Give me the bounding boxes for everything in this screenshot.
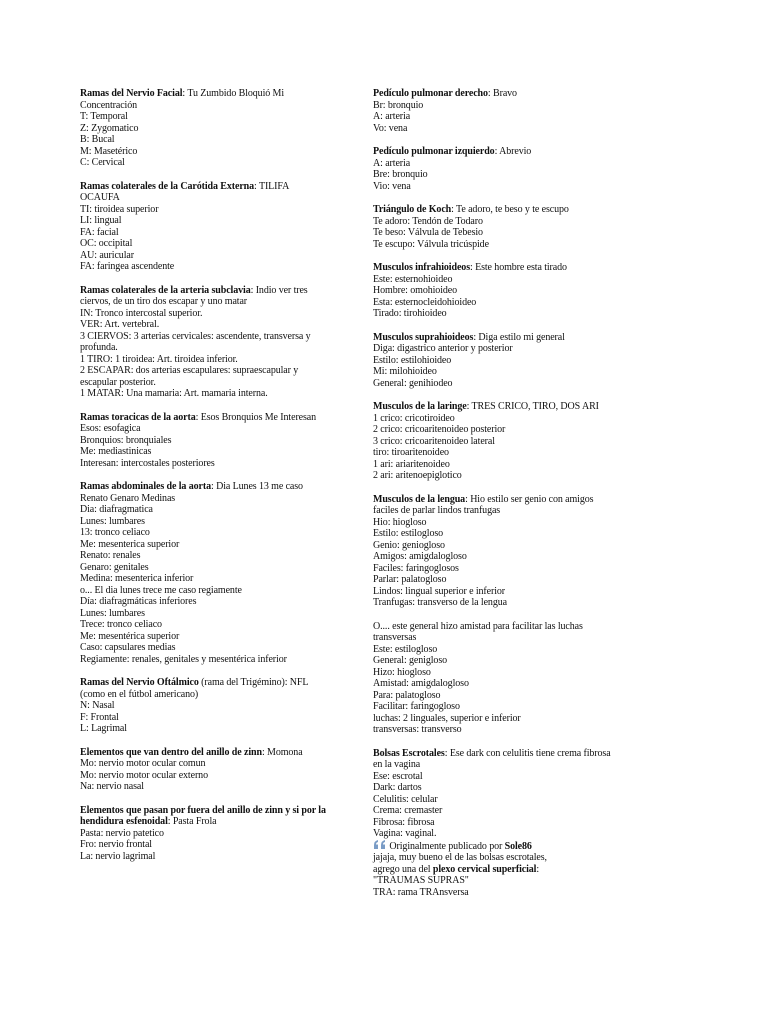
section-heading: Pedículo pulmonar izquierdo: Abrevio <box>373 146 532 157</box>
list-item: 1 ari: ariaritenoideo <box>373 458 450 470</box>
list-item: Lunes: lumbares <box>80 515 145 527</box>
section-facial <box>80 88 328 169</box>
list-item: A: arteria <box>373 111 411 122</box>
list-item: Crema: cremaster <box>373 805 443 816</box>
list-item: Celulitis: celular <box>373 793 438 805</box>
section-title: Musculos de la laringe <box>373 401 467 412</box>
list-item: Te beso: Válvula de Tebesio <box>373 227 483 238</box>
section-title: Ramas colaterales de la Carótida Externa <box>80 180 255 192</box>
list-item: Vo: vena <box>373 122 408 134</box>
section-mnemonic: Tu Zumbido Bloquió Mi Concentración <box>80 88 285 111</box>
list-item: Mi: milohioideo <box>373 366 437 377</box>
list-item: TI: tiroidea superior <box>80 203 159 215</box>
section-lengua-alt <box>373 621 613 736</box>
quote-text: TRA: rama TRAnsversa <box>373 886 469 898</box>
section-mnemonic: Pasta Frola <box>172 816 217 827</box>
section-mnemonic: Esos Bronquios Me Interesan <box>200 411 317 423</box>
list-item: T: Temporal <box>80 111 128 122</box>
section-mnemonic: Dia Lunes 13 me caso Renato Genaro Medinas <box>80 481 303 504</box>
list-item: Medina: mesenterica inferior <box>80 573 194 584</box>
list-item: Dark: dartos <box>373 782 422 793</box>
section-infrahioideos <box>373 262 613 320</box>
list-item: o... El dia lunes trece me caso regiamente <box>80 584 242 596</box>
quote-prefix: Originalmente publicado por <box>389 840 503 852</box>
list-item: Mo: nervio motor ocular externo <box>80 769 208 781</box>
section-title: Ramas del Nervio Oftálmico <box>80 677 199 688</box>
section-title: Bolsas Escrotales <box>373 747 445 759</box>
list-item: 2 crico: cricoaritenoideo posterior <box>373 424 506 435</box>
list-item: 1 MATAR: Una mamaria: Art. mamaria interna. <box>80 388 268 399</box>
list-item: N: Nasal <box>80 700 115 711</box>
list-item: VER: Art. vertebral. <box>80 319 160 330</box>
list-item: 1 TIRO: 1 tiroidea: Art. tiroidea inferior. <box>80 353 238 365</box>
section-laringe <box>373 401 613 482</box>
section-title: Ramas toracicas de la aorta <box>80 411 196 423</box>
list-item: Vagina: vaginal. <box>373 828 437 839</box>
section-mnemonic: Bravo <box>493 88 517 99</box>
section-lengua <box>373 494 613 609</box>
list-item: 2 ESCAPAR: dos arterias escapulares: supraescapular y escapular posterior. <box>80 365 299 388</box>
section-heading: Musculos de la laringe: TRES CRICO, TIRO, DOS ARI <box>373 401 599 412</box>
list-item: La: nervio lagrimal <box>80 850 156 862</box>
section-heading: Pedículo pulmonar derecho: Bravo <box>373 88 517 99</box>
list-item: Parlar: palatogloso <box>373 574 447 585</box>
list-item: Interesan: intercostales posteriores <box>80 457 215 469</box>
section-heading: Ramas abdominales de la aorta: Dia Lunes 13 me caso Renato Genaro Medinas <box>80 481 303 504</box>
section-mnemonic: Indio ver tres ciervos, de un tiro dos escapar y uno matar <box>80 284 308 307</box>
list-item: Esta: esternocleidohioideo <box>373 296 477 308</box>
section-heading: Bolsas Escrotales: Ese dark con celulitis tiene crema fibrosa en la vagina <box>373 747 611 770</box>
list-item: Dia: diafragmatica <box>80 504 153 515</box>
section-heading: Musculos de la lengua: Hio estilo ser genio con amigos faciles de parlar lindos tranfugas <box>373 493 594 516</box>
list-item: Estilo: estilohioideo <box>373 354 452 366</box>
section-title: Musculos de la lengua <box>373 493 466 505</box>
section-pediculo-izquierdo <box>373 146 613 192</box>
quote-text: "TRAUMAS SUPRAS" <box>373 875 469 886</box>
list-item: General: genigloso <box>373 655 448 666</box>
list-item: Me: mediastinicas <box>80 446 152 457</box>
list-item: 2 ari: aritenoepiglotico <box>373 470 462 481</box>
list-item: Esos: esofagica <box>80 423 141 434</box>
list-item: Genio: geniogloso <box>373 539 445 551</box>
section-heading: Musculos suprahioideos: Diga estilo mi general <box>373 331 565 343</box>
section-heading: Ramas toracicas de la aorta: Esos Bronquios Me Interesan <box>80 411 317 423</box>
section-toracicas <box>80 412 328 470</box>
section-mnemonic: Momona <box>267 746 303 758</box>
section-title: Ramas del Nervio Facial <box>80 88 183 99</box>
section-zinn-dentro <box>80 747 328 793</box>
section-escrotales <box>373 748 613 899</box>
section-mnemonic: Abrevio <box>499 146 532 157</box>
section-koch <box>373 204 613 250</box>
section-title: Pedículo pulmonar izquierdo <box>373 146 495 157</box>
section-zinn-fuera <box>80 805 328 863</box>
list-item: Tirado: tirohioideo <box>373 308 447 319</box>
section-heading: Ramas colaterales de la arteria subclavia: Indio ver tres ciervos, de un tiro dos escapar y uno matar <box>80 284 308 307</box>
list-item: Lindos: lingual superior e inferior <box>373 585 506 597</box>
list-item: Este: esternohioideo <box>373 273 453 285</box>
list-item: Na: nervio nasal <box>80 781 144 792</box>
list-item: Tranfugas: transverso de la lengua <box>373 597 507 608</box>
list-item: 1 crico: cricotiroideo <box>373 412 455 424</box>
list-item: FA: faringea ascendente <box>80 261 175 272</box>
quote-author: Sole86 <box>504 840 532 852</box>
list-item: Renato: renales <box>80 550 141 561</box>
list-item: Regiamente: renales, genitales y mesentérica inferior <box>80 653 287 665</box>
list-item: B: Bucal <box>80 134 115 145</box>
list-item: OC: occipital <box>80 238 133 249</box>
section-abdominales <box>80 481 328 665</box>
section-heading: Elementos que pasan por fuera del anillo de zinn y si por la hendidura esfenoidal: Pasta Frola <box>80 804 326 827</box>
section-title: Musculos suprahioideos <box>373 331 474 343</box>
list-item: tiro: tiroaritenoideo <box>373 447 449 458</box>
list-item: Bre: bronquio <box>373 169 428 180</box>
list-item: L: Lagrimal <box>80 723 127 734</box>
list-item: M: Masetérico <box>80 145 138 157</box>
list-item: C: Cervical <box>80 157 125 168</box>
section-heading: Musculos infrahioideos: Este hombre esta tirado <box>373 262 567 273</box>
section-heading: Ramas del Nervio Facial: Tu Zumbido Bloquió Mi Concentración <box>80 88 285 111</box>
list-item: FA: facial <box>80 226 119 238</box>
section-mnemonic: Diga estilo mi general <box>478 331 565 343</box>
list-item: Te escupo: Válvula tricúspide <box>373 238 489 250</box>
list-item: Lunes: lumbares <box>80 607 145 619</box>
list-item: 3 crico: cricoaritenoideo lateral <box>373 435 495 447</box>
section-title: Pedículo pulmonar derecho <box>373 88 488 99</box>
section-pediculo-derecho <box>373 88 613 134</box>
list-item: Estilo: estilogloso <box>373 528 444 539</box>
list-item: Z: Zygomatico <box>80 122 139 134</box>
section-mnemonic: Hio estilo ser genio con amigos faciles de parlar lindos tranfugas <box>373 493 594 516</box>
section-mnemonic: TRES CRICO, TIRO, DOS ARI <box>471 401 599 412</box>
list-item: Me: mesentérica superior <box>80 630 180 642</box>
list-item: Amistad: amigdalogloso <box>373 678 469 689</box>
list-item: AU: auricular <box>80 249 134 261</box>
section-carotida <box>80 181 328 273</box>
quote-text-pre: agrego una del <box>373 863 431 875</box>
list-item: LI: lingual <box>80 215 122 226</box>
list-item: IN: Tronco intercostal superior. <box>80 307 203 319</box>
list-item: Faciles: faringoglosos <box>373 562 459 574</box>
list-item: Vio: vena <box>373 180 411 192</box>
section-title: Ramas abdominales de la aorta <box>80 481 211 492</box>
list-item: Día: diafragmáticas inferiores <box>80 596 197 607</box>
left-column <box>80 88 328 874</box>
list-item: Trece: tronco celiaco <box>80 619 162 630</box>
list-item: Te adoro: Tendón de Todaro <box>373 215 483 227</box>
list-item: Bronquios: bronquiales <box>80 434 172 446</box>
quote-text-post: : <box>536 863 540 875</box>
list-item: luchas: 2 linguales, superior e inferior <box>373 712 521 724</box>
list-item: transversas: transverso <box>373 724 462 735</box>
section-heading <box>80 677 328 700</box>
section-title: Elementos que van dentro del anillo de zinn <box>80 746 262 758</box>
list-item: Genaro: genitales <box>80 561 149 573</box>
section-mnemonic: TILIFA OCAUFA <box>80 180 289 203</box>
list-item: Br: bronquio <box>373 99 424 111</box>
section-heading: Elementos que van dentro del anillo de zinn: Momona <box>80 746 303 758</box>
section-heading: Triángulo de Koch: Te adoro, te beso y te escupo <box>373 204 569 215</box>
right-column <box>373 88 613 910</box>
list-item: 3 CIERVOS: 3 arterias cervicales: ascendente, transversa y profunda. <box>80 330 311 353</box>
list-item: Pasta: nervio patetico <box>80 827 164 839</box>
quote-text <box>373 864 613 876</box>
list-item: Facilitar: faringogloso <box>373 701 460 712</box>
section-subclavia <box>80 285 328 400</box>
quote-line <box>373 840 613 853</box>
section-title: Elementos que pasan por fuera del anillo de zinn y si por la hendidura esfenoidal <box>80 804 326 827</box>
list-item: Mo: nervio motor ocular comun <box>80 758 206 769</box>
list-item: F: Frontal <box>80 711 119 723</box>
list-item: Hizo: hiogloso <box>373 666 431 678</box>
list-item: 13: tronco celiaco <box>80 527 150 538</box>
section-mnemonic: (rama del Trigémino): NFL (como en el fútbol americano) <box>80 677 309 700</box>
list-item: Fro: nervio frontal <box>80 839 152 850</box>
list-item: Hombre: omohioideo <box>373 285 458 296</box>
section-mnemonic: O.... este general hizo amistad para facilitar las luchas transversas <box>373 620 583 643</box>
section-title: Ramas colaterales de la arteria subclavia <box>80 284 251 296</box>
list-item: Este: estilogloso <box>373 643 438 655</box>
section-title: Triángulo de Koch <box>373 204 452 215</box>
list-item: Caso: capsulares medias <box>80 642 176 653</box>
list-item: Diga: digastrico anterior y posterior <box>373 343 513 354</box>
section-mnemonic: Te adoro, te beso y te escupo <box>456 204 569 215</box>
list-item: Para: palatogloso <box>373 689 441 701</box>
section-oftalmico <box>80 677 328 735</box>
section-heading: Ramas colaterales de la Carótida Externa: TILIFA OCAUFA <box>80 180 289 203</box>
section-title: Musculos infrahioideos <box>373 262 470 273</box>
section-mnemonic: Este hombre esta tirado <box>475 262 567 273</box>
quote-icon <box>373 840 387 850</box>
list-item: Hio: hiogloso <box>373 516 427 528</box>
list-item: Amigos: amigdalogloso <box>373 551 467 562</box>
quote-text-bold: plexo cervical superficial <box>432 863 537 875</box>
list-item: A: arteria <box>373 157 411 169</box>
section-suprahioideos <box>373 332 613 390</box>
list-item: General: genihiodeo <box>373 377 453 389</box>
list-item: Me: mesenterica superior <box>80 538 180 550</box>
section-mnemonic: Ese dark con celulitis tiene crema fibrosa en la vagina <box>373 747 611 770</box>
list-item: Ese: escrotal <box>373 770 423 782</box>
quote-text: jajaja, muy bueno el de las bolsas escrotales, <box>373 852 547 863</box>
list-item: Fibrosa: fibrosa <box>373 816 435 828</box>
